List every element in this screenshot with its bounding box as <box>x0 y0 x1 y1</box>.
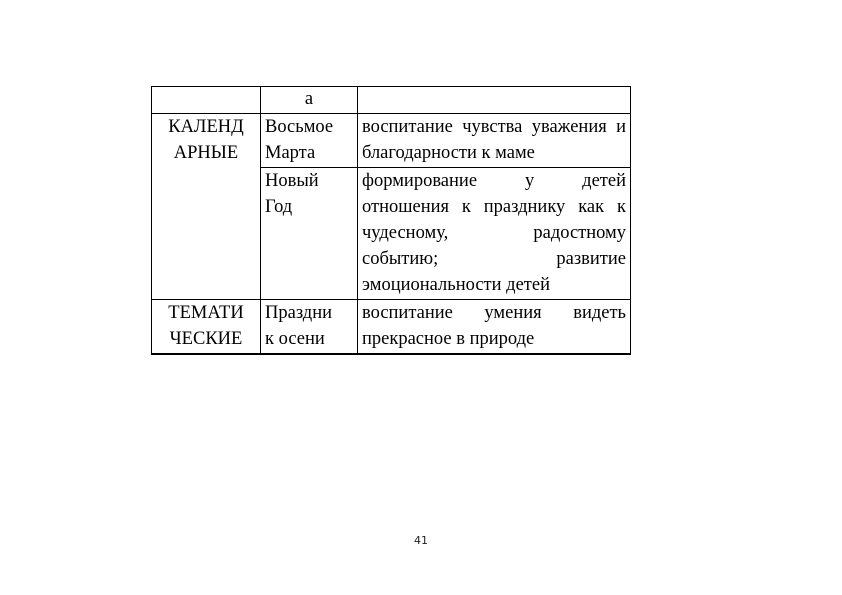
header-cell-event: а <box>261 87 358 114</box>
event-text-line: Новый <box>265 171 319 191</box>
event-text-line: к осени <box>265 329 325 349</box>
category-text-line: КАЛЕНД <box>168 117 244 137</box>
event-text-line: Год <box>265 197 293 217</box>
category-cell-thematic <box>152 300 261 355</box>
event-cell <box>261 114 358 168</box>
category-text-line: АРНЫЕ <box>173 143 239 163</box>
event-text-line: Марта <box>265 143 316 163</box>
table-row <box>152 114 631 168</box>
event-cell <box>261 168 358 300</box>
table-row <box>152 300 631 355</box>
table-header-row <box>152 87 631 114</box>
header-cell-category <box>152 87 261 114</box>
goal-cell: воспитание чувства уважения и благодарности к маме <box>358 114 631 168</box>
events-table <box>151 86 631 355</box>
category-text-line: ЧЕСКИЕ <box>169 329 243 349</box>
goal-cell: воспитание умения видеть прекрасное в природе <box>358 300 631 355</box>
category-cell-calendar <box>152 114 261 300</box>
event-cell <box>261 300 358 355</box>
event-text-line: Восьмое <box>265 117 334 137</box>
goal-cell: формирование у детей отношения к празднику как к чудесному, радостному событию; развитие эмоциональности детей <box>358 168 631 300</box>
category-text-line: ТЕМАТИ <box>168 303 244 323</box>
page-number: 41 <box>414 534 428 547</box>
event-text-line: Праздни <box>265 303 333 323</box>
header-cell-goal <box>358 87 631 114</box>
